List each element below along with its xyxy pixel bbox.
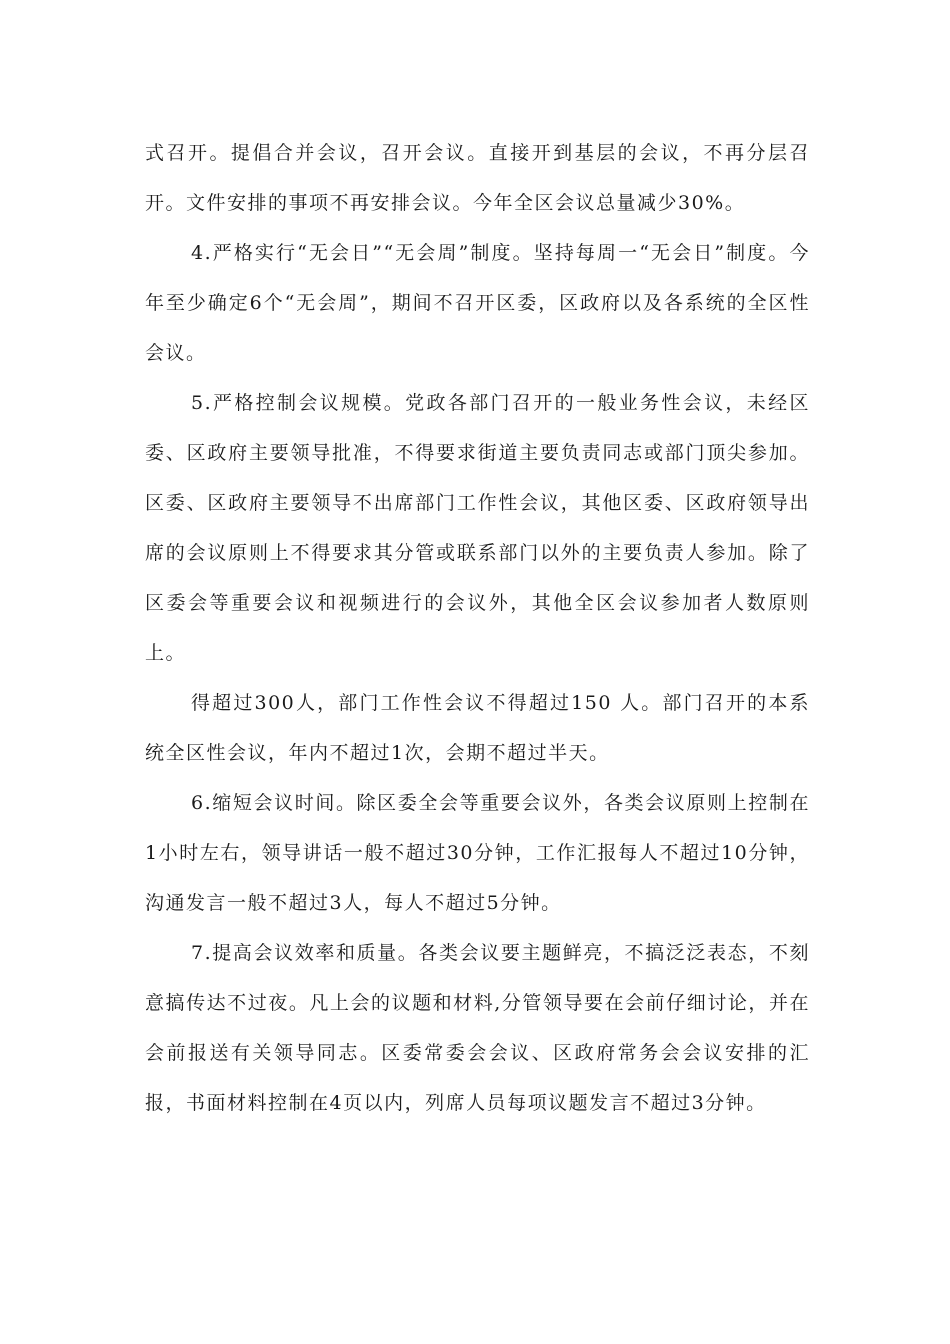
paragraph-attendance-limit: 得超过300人，部门工作性会议不得超过150 人。部门召开的本系统全区性会议，年内不超过1次，会期不超过半天。 (145, 692, 810, 764)
document-body (145, 128, 810, 1128)
paragraph-meeting-time: 6.缩短会议时间。除区委全会等重要会议外，各类会议原则上控制在1小时左右，领导讲话一般不超过30分钟，工作汇报每人不超过10分钟，沟通发言一般不超过3人，每人不超过5分钟。 (145, 792, 810, 914)
paragraph-no-meeting-days: 4.严格实行“无会日”“无会周”制度。坚持每周一“无会日”制度。今年至少确定6个“无会周”，期间不召开区委，区政府以及各系统的全区性会议。 (145, 242, 810, 364)
paragraph-meeting-efficiency: 7.提高会议效率和质量。各类会议要主题鲜亮，不搞泛泛表态，不刻意搞传达不过夜。凡上会的议题和材料,分管领导要在会前仔细讨论，并在会前报送有关领导同志。区委常委会会议、区政府常务会会议安排的汇报，书面材料控制在4页以内，列席人员每项议题发言不超过3分钟。 (145, 942, 810, 1114)
paragraph-meeting-merge: 式召开。提倡合并会议，召开会议。直接开到基层的会议，不再分层召开。文件安排的事项不再安排会议。今年全区会议总量减少30%。 (145, 142, 810, 214)
paragraph-meeting-scale: 5.严格控制会议规模。党政各部门召开的一般业务性会议，未经区委、区政府主要领导批准，不得要求街道主要负责同志或部门顶尖参加。区委、区政府主要领导不出席部门工作性会议，其他区委、区政府领导出席的会议原则上不得要求其分管或联系部门以外的主要负责人参加。除了区委会等重要会议和视频进行的会议外，其他全区会议参加者人数原则上。 (145, 392, 810, 664)
